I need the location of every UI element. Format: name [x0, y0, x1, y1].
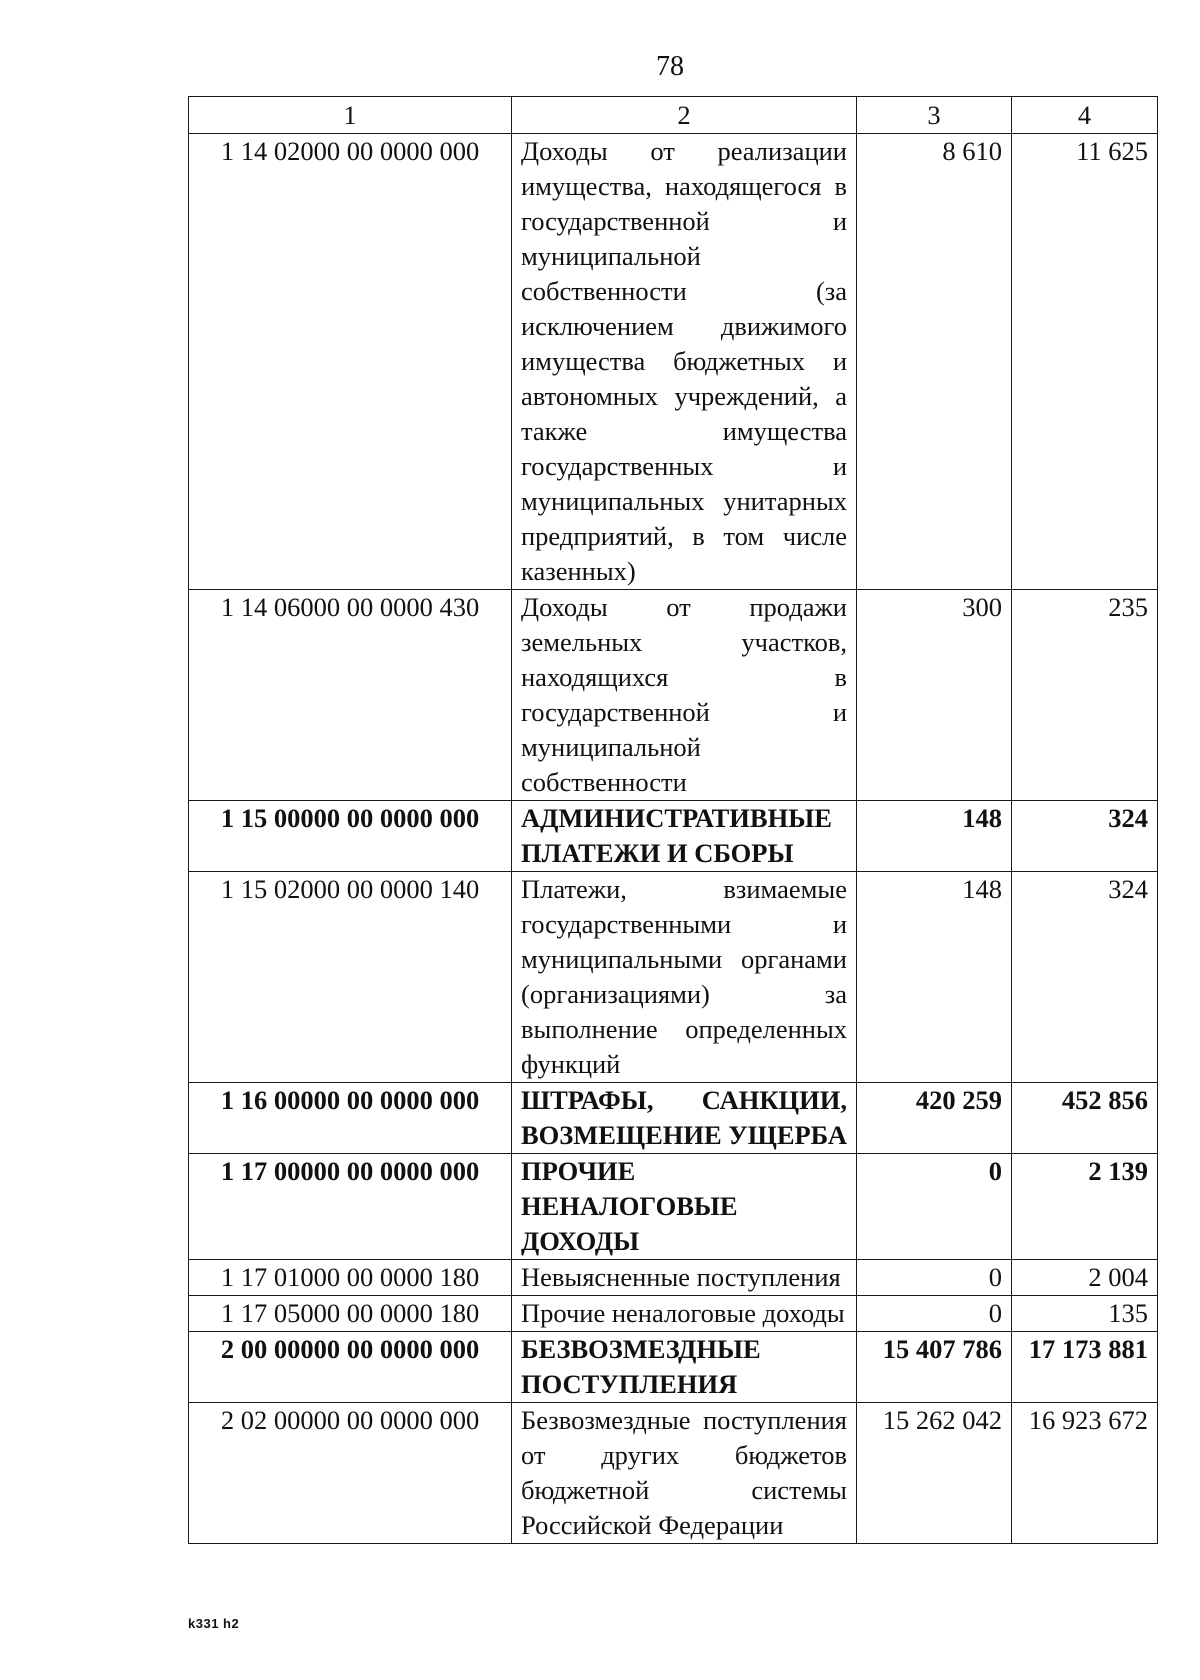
row-value-col4: 2 139 [1012, 1154, 1158, 1260]
page-number: 78 [656, 51, 684, 82]
table-row [189, 1260, 1158, 1296]
row-value-col4: 324 [1012, 872, 1158, 1083]
row-code: 1 17 01000 00 0000 180 [189, 1260, 512, 1296]
row-name: Невыясненные поступления [512, 1260, 857, 1296]
row-value-col3: 15 407 786 [857, 1332, 1012, 1403]
row-value-col3: 15 262 042 [857, 1403, 1012, 1544]
table-row [189, 1083, 1158, 1154]
row-value-col3: 0 [857, 1260, 1012, 1296]
table-row [189, 1154, 1158, 1260]
row-value-col4: 452 856 [1012, 1083, 1158, 1154]
row-value-col3: 148 [857, 872, 1012, 1083]
header-row [189, 97, 1158, 134]
row-value-col4: 324 [1012, 801, 1158, 872]
row-value-col4: 2 004 [1012, 1260, 1158, 1296]
table-row [189, 134, 1158, 590]
row-value-col4: 11 625 [1012, 134, 1158, 590]
header-col-4: 4 [1012, 97, 1158, 134]
row-code: 1 15 02000 00 0000 140 [189, 872, 512, 1083]
row-name: Доходы от продажи земельных участков, находящихся в государственной и муниципальной собственности [512, 590, 857, 801]
row-code: 1 15 00000 00 0000 000 [189, 801, 512, 872]
header-col-2: 2 [512, 97, 857, 134]
table-header [189, 97, 1158, 134]
document-footer-code: k331 h2 [188, 1616, 240, 1631]
table-row [189, 1296, 1158, 1332]
header-col-3: 3 [857, 97, 1012, 134]
row-value-col3: 0 [857, 1154, 1012, 1260]
table-row [189, 590, 1158, 801]
row-name: АДМИНИСТРАТИВНЫЕ ПЛАТЕЖИ И СБОРЫ [512, 801, 857, 872]
row-value-col4: 16 923 672 [1012, 1403, 1158, 1544]
header-col-1: 1 [189, 97, 512, 134]
row-name: БЕЗВОЗМЕЗДНЫЕ ПОСТУПЛЕНИЯ [512, 1332, 857, 1403]
row-name: ШТРАФЫ, САНКЦИИ, ВОЗМЕЩЕНИЕ УЩЕРБА [512, 1083, 857, 1154]
row-name: ПРОЧИЕ НЕНАЛОГОВЫЕ ДОХОДЫ [512, 1154, 857, 1260]
row-value-col3: 420 259 [857, 1083, 1012, 1154]
table-row [189, 1403, 1158, 1544]
row-code: 1 14 02000 00 0000 000 [189, 134, 512, 590]
row-code: 1 17 00000 00 0000 000 [189, 1154, 512, 1260]
row-name: Безвозмездные поступления от других бюджетов бюджетной системы Российской Федерации [512, 1403, 857, 1544]
row-value-col4: 17 173 881 [1012, 1332, 1158, 1403]
row-value-col3: 8 610 [857, 134, 1012, 590]
table-row [189, 801, 1158, 872]
row-value-col3: 0 [857, 1296, 1012, 1332]
table-row [189, 1332, 1158, 1403]
table-body [189, 134, 1158, 1544]
row-code: 2 02 00000 00 0000 000 [189, 1403, 512, 1544]
row-value-col3: 300 [857, 590, 1012, 801]
row-name: Доходы от реализации имущества, находящегося в государственной и муниципальной собственности (за исключением движимого имущества бюджетных и автономных учреждений, а также имущества государственных и муниципальных унитарных предприятий, в том числе казенных) [512, 134, 857, 590]
budget-table [188, 96, 1158, 1544]
table-row [189, 872, 1158, 1083]
row-name: Прочие неналоговые доходы [512, 1296, 857, 1332]
row-code: 1 16 00000 00 0000 000 [189, 1083, 512, 1154]
row-code: 1 14 06000 00 0000 430 [189, 590, 512, 801]
row-value-col4: 235 [1012, 590, 1158, 801]
row-code: 1 17 05000 00 0000 180 [189, 1296, 512, 1332]
row-value-col4: 135 [1012, 1296, 1158, 1332]
row-code: 2 00 00000 00 0000 000 [189, 1332, 512, 1403]
row-name: Платежи, взимаемые государственными и муниципальными органами (организациями) за выполнение определенных функций [512, 872, 857, 1083]
row-value-col3: 148 [857, 801, 1012, 872]
